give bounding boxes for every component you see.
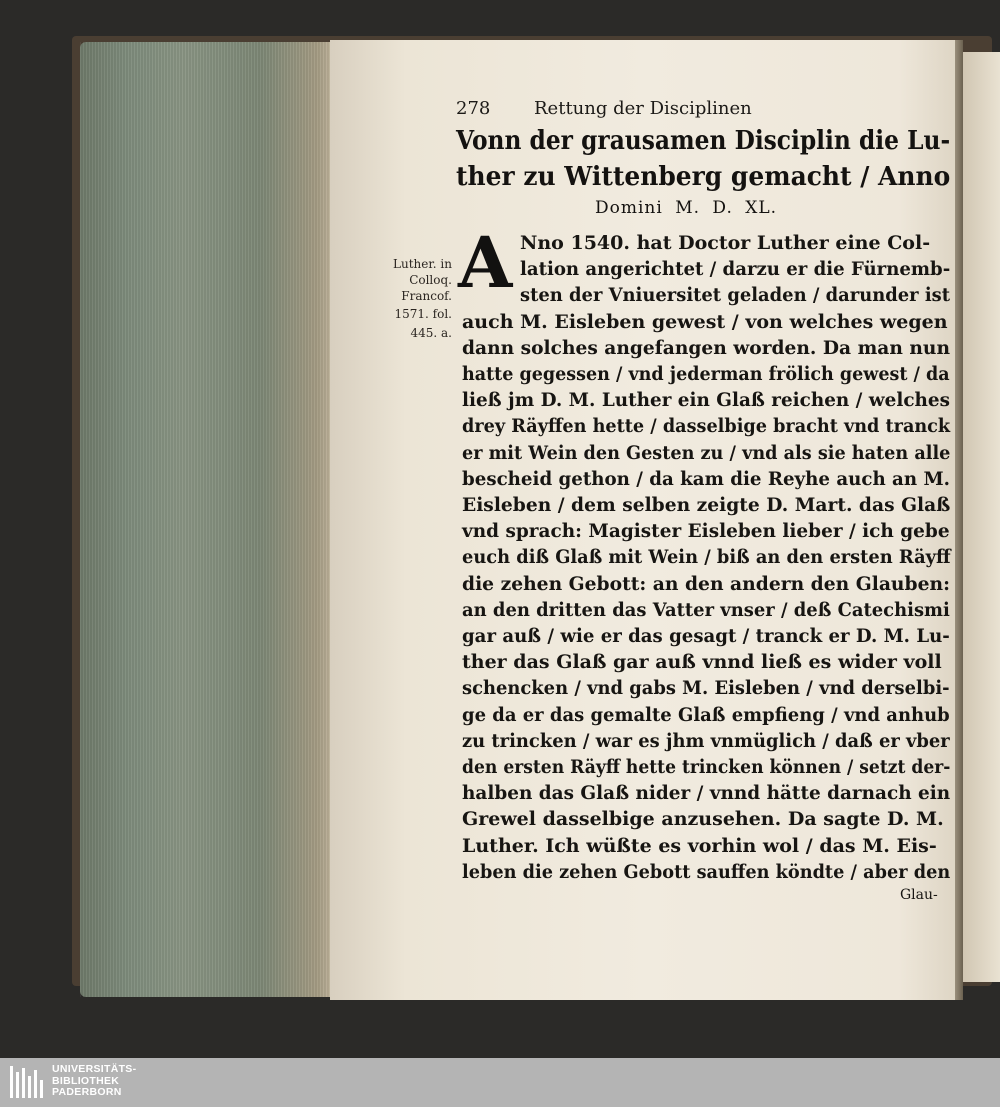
body-line: die zehen Gebott: an den andern den Glauben: <box>462 572 950 595</box>
library-name-line: BIBLIOTHEK <box>52 1074 120 1087</box>
body-line: Glau- <box>900 887 938 903</box>
margin-note-line: Luther. in <box>393 257 452 271</box>
body-line: den ersten Räyff hette trincken können / setzt der- <box>462 756 951 778</box>
chapter-title-line-3: Domini M. D. XL. <box>595 198 778 218</box>
body-line: ther das Glaß gar auß vnnd ließ es wider voll <box>462 651 942 674</box>
library-footer <box>0 1058 1000 1107</box>
running-title: Rettung der Disciplinen <box>534 98 752 119</box>
body-line: ließ jm D. M. Luther ein Glaß reichen / welches <box>462 389 950 412</box>
body-line: sten der Vniuersitet geladen / darunder ist <box>520 284 951 307</box>
body-line: zu trincken / war es jhm vnmüglich / daß er vber <box>462 729 950 752</box>
body-line: an den dritten das Vatter vnser / deß Catechismi <box>462 598 950 621</box>
library-name-line: PADERBORN <box>52 1086 122 1098</box>
body-line: schencken / vnd gabs M. Eisleben / vnd derselbi- <box>462 677 950 700</box>
body-line: Grewel dasselbige anzusehen. Da sagte D. M. <box>462 808 944 831</box>
body-line: leben die zehen Gebott sauffen köndte / aber den <box>462 860 951 883</box>
body-line: ge da er das gemalte Glaß empfieng / vnd anhub <box>462 703 950 726</box>
chapter-title-line-1: Vonn der grausamen Disciplin die Lu- <box>456 126 951 156</box>
body-line: bescheid gethon / da kam die Reyhe auch an M. <box>462 467 950 490</box>
page-edges <box>80 42 338 997</box>
library-logo-icon <box>10 1066 44 1098</box>
body-line: vnd sprach: Magister Eisleben lieber / ich gebe <box>462 520 950 543</box>
body-line: auch M. Eisleben gewest / von welches wegen <box>462 310 948 333</box>
body-line: lation angerichtet / darzu er die Fürnemb- <box>520 258 951 281</box>
next-page-edge <box>960 52 1000 982</box>
body-line: dann solches angefangen worden. Da man nun <box>462 336 950 359</box>
library-name <box>52 1064 136 1099</box>
body-line: drey Räyffen hette / dasselbige bracht vnd tranck <box>462 415 951 438</box>
margin-note-line: Francof. <box>401 289 452 303</box>
running-header <box>456 98 752 119</box>
margin-note-line: 445. a. <box>410 326 452 340</box>
body-line: euch diß Glaß mit Wein / biß an den ersten Räyff <box>462 546 951 569</box>
library-name-line: UNIVERSITÄTS- <box>52 1063 137 1075</box>
page-number: 278 <box>456 98 491 119</box>
body-line: Eisleben / dem selben zeigte D. Mart. das Glaß <box>462 494 951 516</box>
body-line: halben das Glaß nider / vnnd hätte darnach ein <box>462 782 951 805</box>
body-line: Luther. Ich wüßte es vorhin wol / das M. Eis- <box>462 834 937 857</box>
margin-note-line: 1571. fol. <box>394 307 452 321</box>
body-line: er mit Wein den Gesten zu / vnd als sie haten alle <box>462 441 951 464</box>
chapter-title-line-2: ther zu Wittenberg gemacht / Anno <box>456 162 951 192</box>
margin-note-line: Colloq. <box>409 273 452 287</box>
body-line: gar auß / wie er das gesagt / tranck er D. M. Lu- <box>462 625 950 647</box>
body-line: hatte gegessen / vnd jederman frölich gewest / da <box>462 363 950 385</box>
body-line: Nno 1540. hat Doctor Luther eine Col- <box>520 232 931 254</box>
drop-cap: A <box>458 221 513 304</box>
page-gutter <box>955 40 963 1000</box>
